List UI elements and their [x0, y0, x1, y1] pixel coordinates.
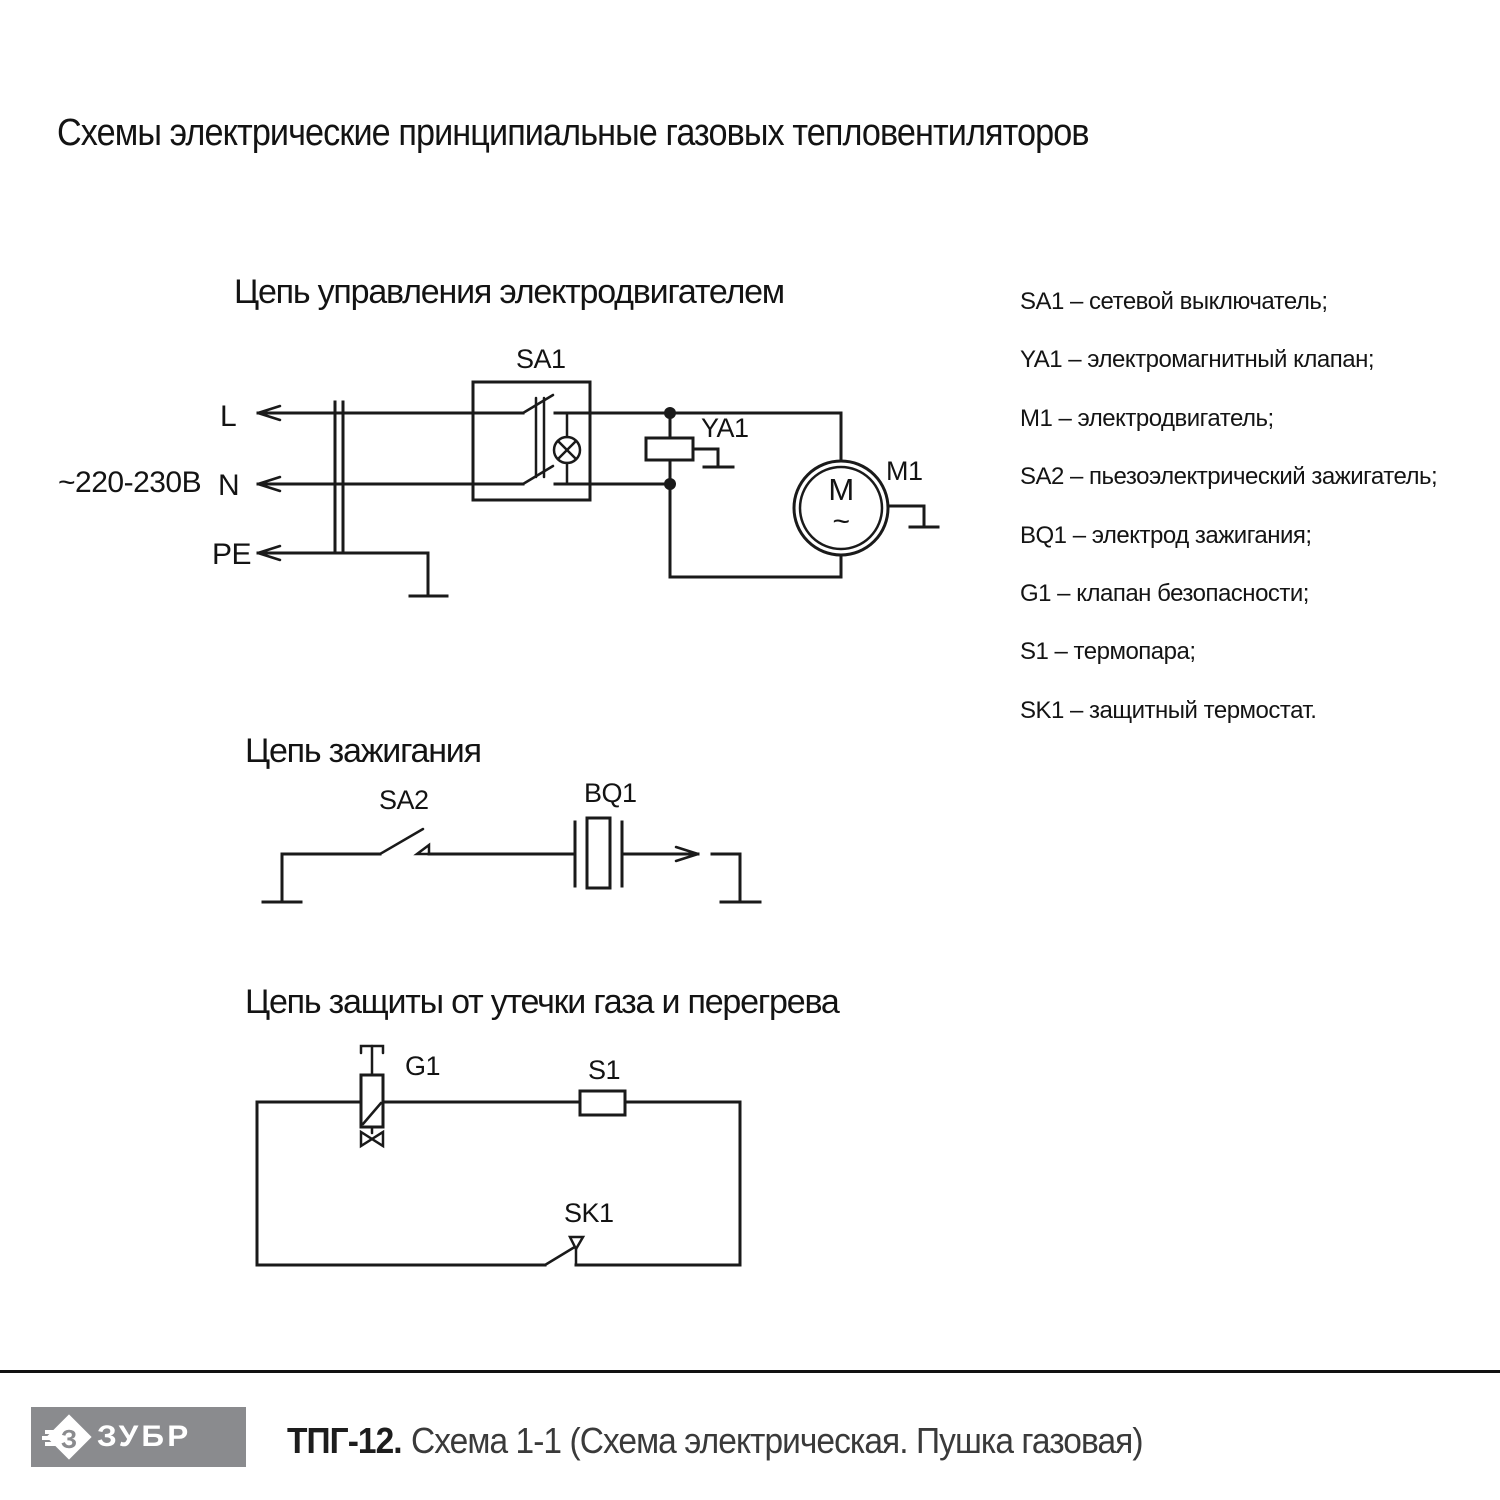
sk1-thermostat: [545, 1198, 614, 1265]
legend-item: G1 – клапан безопасности;: [1020, 579, 1309, 607]
pe-ground-symbol: [410, 553, 447, 596]
legend-item: BQ1 – электрод зажигания;: [1020, 521, 1312, 549]
sa2-label: SA2: [379, 785, 429, 815]
page-title: Схемы электрические принципиальные газовых тепловентиляторов: [57, 112, 1089, 154]
terminal-label-pe: PE: [212, 538, 252, 571]
ya1-label: YA1: [701, 413, 749, 443]
footer-divider: [0, 1370, 1500, 1373]
legend-item: S1 – термопара;: [1020, 638, 1196, 666]
motor-control-circuit: [58, 273, 938, 596]
sa2-pushbutton: [380, 829, 429, 854]
legend-item: SA1 – сетевой выключатель;: [1020, 288, 1328, 315]
ya1-ground-symbol: [693, 449, 733, 467]
g1-label: G1: [405, 1051, 441, 1081]
bq1-electrode: [575, 818, 622, 888]
bq1-label: BQ1: [584, 778, 637, 808]
indicator-lamp-icon: [554, 413, 580, 484]
motor-symbol: [794, 456, 938, 555]
legend-item: M1 – электродвигатель;: [1020, 404, 1274, 432]
terminal-label-n: N: [218, 469, 240, 502]
legend-item: SA2 – пьезоэлектрический зажигатель;: [1020, 463, 1438, 491]
cable-connector: [335, 402, 343, 553]
brand-logo: [31, 1407, 246, 1467]
logo-arrow-icon: [45, 1442, 58, 1446]
protection-circuit: [245, 983, 840, 1265]
voltage-label: ~220-230В: [58, 466, 202, 499]
supply-arrow-l: [258, 406, 523, 420]
s1-label: S1: [588, 1055, 621, 1085]
logo-arrow-icon: [42, 1436, 58, 1440]
section-title-ignition: Цепь зажигания: [245, 732, 481, 770]
sa1-label: SA1: [516, 344, 566, 374]
supply-arrow-n: [258, 477, 523, 491]
legend-item: SK1 – защитный термостат.: [1020, 696, 1317, 724]
logo-brand-text: ЗУБР: [97, 1420, 192, 1453]
section-title-control: Цепь управления электродвигателем: [234, 273, 784, 311]
footer-caption: [287, 1420, 1143, 1462]
sa1-switch: [473, 344, 664, 500]
motor-ac-symbol: ~: [832, 505, 850, 538]
motor-m-letter: M: [828, 472, 854, 507]
legend: [1020, 288, 1490, 755]
sk1-label: SK1: [564, 1198, 614, 1228]
footer-model: ТПГ-12.: [287, 1420, 402, 1461]
m1-label: M1: [886, 456, 923, 486]
footer-description: Схема 1-1 (Схема электрическая. Пушка газовая): [410, 1420, 1143, 1461]
logo-letter: З: [60, 1424, 78, 1454]
ignition-right-ground: [712, 854, 760, 902]
spark-arrow: [622, 847, 698, 861]
logo-arrow-icon: [45, 1430, 58, 1434]
g1-safety-valve: [361, 1046, 440, 1146]
ya1-coil: [646, 413, 749, 484]
ignition-circuit: [245, 732, 760, 902]
ignition-left-ground: [263, 854, 380, 902]
legend-item: YA1 – электромагнитный клапан;: [1020, 346, 1375, 374]
terminal-label-l: L: [220, 400, 237, 433]
motor-ground-symbol: [888, 506, 938, 527]
protection-loop-wire: [257, 1102, 740, 1265]
section-title-protection: Цепь защиты от утечки газа и перегрева: [245, 983, 839, 1021]
s1-thermocouple: [580, 1055, 625, 1115]
